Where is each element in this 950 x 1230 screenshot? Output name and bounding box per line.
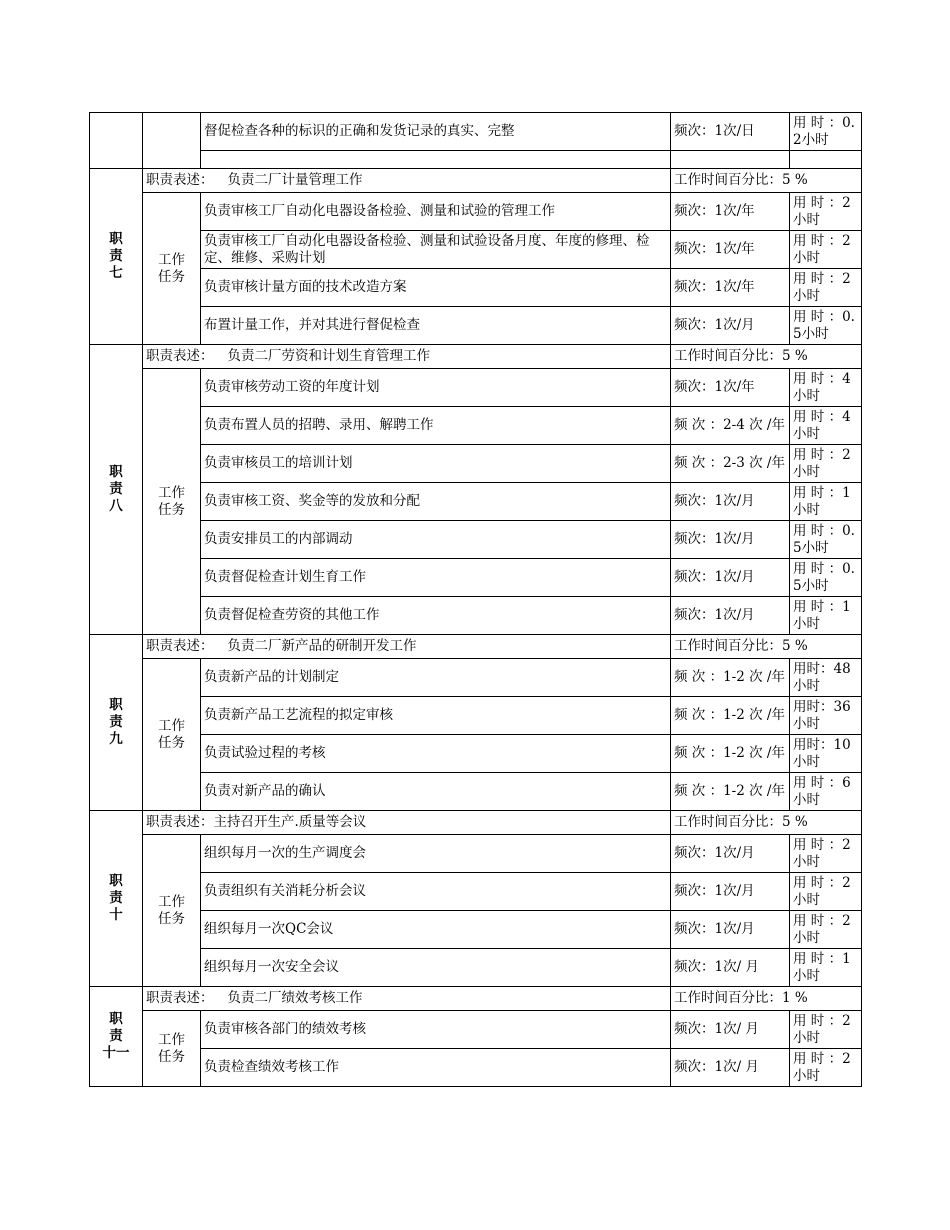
task-frequency: 频次：1次/ 月 [671, 949, 790, 987]
task-text: 负责审核员工的培训计划 [201, 445, 671, 483]
work-time-percentage: 工作时间百分比：5 % [671, 635, 862, 659]
task-duration: 用 时 ：2小时 [790, 835, 862, 873]
duty-description-text: 负责二厂计量管理工作 [227, 172, 363, 188]
duties-table [89, 112, 862, 1087]
duty-description [143, 987, 671, 1011]
task-frequency: 频次：1次/年 [671, 231, 790, 269]
task-duration: 用 时 ：0.5小时 [790, 559, 862, 597]
work-task-label: 工作 任务 [143, 369, 201, 635]
task-duration: 用 时 ：1小时 [790, 949, 862, 987]
task-row [90, 835, 862, 873]
duty-description-label: 职责表述： [146, 814, 214, 830]
task-text: 负责审核劳动工资的年度计划 [201, 369, 671, 407]
work-time-percentage: 工作时间百分比：5 % [671, 811, 862, 835]
task-text: 组织每月一次安全会议 [201, 949, 671, 987]
task-frequency: 频 次 ：2-3 次 /年 [671, 445, 790, 483]
task-text: 负责审核工厂自动化电器设备检验、测量和试验设备月度、年度的修理、检定、维修、采购计划 [201, 231, 671, 269]
task-row [90, 407, 862, 445]
duty-description-label: 职责表述： [146, 990, 214, 1006]
task-text: 负责布置人员的招聘、录用、解聘工作 [201, 407, 671, 445]
task-text: 负责督促检查计划生育工作 [201, 559, 671, 597]
task-row [90, 735, 862, 773]
task-frequency: 频 次 ：1-2 次 /年 [671, 697, 790, 735]
task-row [90, 445, 862, 483]
task-duration: 用 时 ：2小时 [790, 269, 862, 307]
duty-description-row [90, 811, 862, 835]
task-frequency: 频次：1次/月 [671, 597, 790, 635]
task-duration: 用 时 ：0.5小时 [790, 521, 862, 559]
task-text: 组织每月一次的生产调度会 [201, 835, 671, 873]
task-frequency: 频次：1次/月 [671, 873, 790, 911]
task-frequency: 频次：1次/ 月 [671, 1049, 790, 1087]
task-row [90, 193, 862, 231]
duty-title: 职 责 十 [90, 811, 143, 987]
task-frequency: 频次：1次/年 [671, 193, 790, 231]
task-row [90, 521, 862, 559]
task-text: 负责检查绩效考核工作 [201, 1049, 671, 1087]
task-row [90, 697, 862, 735]
task-text: 负责新产品的计划制定 [201, 659, 671, 697]
task-duration: 用 时 ：1小时 [790, 483, 862, 521]
task-text: 负责新产品工艺流程的拟定审核 [201, 697, 671, 735]
task-duration: 用 时 ：4小时 [790, 407, 862, 445]
top-task-duration: 用 时 ：0.2小时 [790, 113, 862, 151]
task-row [90, 1011, 862, 1049]
top-task-text: 督促检查各种的标识的正确和发货记录的真实、完整 [201, 113, 671, 151]
table-body [90, 113, 862, 1087]
blank-cell [201, 151, 671, 169]
task-duration: 用 时 ：2小时 [790, 231, 862, 269]
task-row [90, 483, 862, 521]
task-row [90, 369, 862, 407]
task-duration: 用 时 ：2小时 [790, 193, 862, 231]
task-row [90, 873, 862, 911]
duty-description-text: 负责二厂新产品的研制开发工作 [227, 638, 417, 654]
duty-description-label: 职责表述： [146, 172, 214, 188]
duty-description-row [90, 345, 862, 369]
work-time-percentage: 工作时间百分比：1 % [671, 987, 862, 1011]
task-frequency: 频 次 ：1-2 次 /年 [671, 735, 790, 773]
work-task-label: 工作 任务 [143, 1011, 201, 1087]
task-frequency: 频 次 ：2-4 次 /年 [671, 407, 790, 445]
top-task-label-cell [143, 113, 201, 169]
task-row [90, 307, 862, 345]
work-task-label: 工作 任务 [143, 193, 201, 345]
task-row [90, 911, 862, 949]
top-task-row [90, 113, 862, 151]
duty-title: 职 责 九 [90, 635, 143, 811]
task-duration: 用 时 ：2小时 [790, 1049, 862, 1087]
duty-title: 职 责 七 [90, 169, 143, 345]
task-text: 负责审核各部门的绩效考核 [201, 1011, 671, 1049]
duty-description-row [90, 987, 862, 1011]
work-time-percentage: 工作时间百分比：5 % [671, 169, 862, 193]
duty-description-text: 主持召开生产.质量等会议 [213, 814, 367, 830]
duty-description-row [90, 635, 862, 659]
task-row [90, 659, 862, 697]
task-duration: 用 时 ：2小时 [790, 873, 862, 911]
duty-description-row [90, 169, 862, 193]
duty-description [143, 169, 671, 193]
top-duty-cell [90, 113, 143, 169]
task-frequency: 频次：1次/月 [671, 835, 790, 873]
task-duration: 用 时 ：2小时 [790, 911, 862, 949]
top-task-frequency: 频次：1次/日 [671, 113, 790, 151]
task-duration: 用 时 ：4小时 [790, 369, 862, 407]
task-frequency: 频次：1次/月 [671, 521, 790, 559]
task-frequency: 频 次 ：1-2 次 /年 [671, 773, 790, 811]
work-task-label: 工作 任务 [143, 835, 201, 987]
task-text: 负责组织有关消耗分析会议 [201, 873, 671, 911]
task-frequency: 频次：1次/年 [671, 269, 790, 307]
task-frequency: 频 次 ：1-2 次 /年 [671, 659, 790, 697]
task-duration: 用 时 ：1小时 [790, 597, 862, 635]
task-text: 负责对新产品的确认 [201, 773, 671, 811]
work-time-percentage: 工作时间百分比：5 % [671, 345, 862, 369]
task-duration: 用时：10小时 [790, 735, 862, 773]
task-text: 负责审核计量方面的技术改造方案 [201, 269, 671, 307]
blank-cell [671, 151, 790, 169]
duty-description [143, 635, 671, 659]
task-duration: 用时：36小时 [790, 697, 862, 735]
duty-description-text: 负责二厂绩效考核工作 [227, 990, 363, 1006]
task-duration: 用 时 ：0.5小时 [790, 307, 862, 345]
duty-description [143, 345, 671, 369]
task-duration: 用 时 ：6小时 [790, 773, 862, 811]
work-task-label: 工作 任务 [143, 659, 201, 811]
duty-title: 职 责 八 [90, 345, 143, 635]
task-text: 组织每月一次QC会议 [201, 911, 671, 949]
task-duration: 用时：48小时 [790, 659, 862, 697]
blank-row [90, 151, 862, 169]
task-text: 负责督促检查劳资的其他工作 [201, 597, 671, 635]
duty-description-text: 负责二厂劳资和计划生育管理工作 [227, 348, 430, 364]
task-frequency: 频次：1次/月 [671, 559, 790, 597]
task-frequency: 频次：1次/月 [671, 483, 790, 521]
task-row [90, 559, 862, 597]
task-frequency: 频次：1次/月 [671, 911, 790, 949]
task-row [90, 949, 862, 987]
blank-cell [790, 151, 862, 169]
task-frequency: 频次：1次/月 [671, 307, 790, 345]
task-row [90, 231, 862, 269]
task-row [90, 269, 862, 307]
task-frequency: 频次：1次/ 月 [671, 1011, 790, 1049]
task-text: 负责安排员工的内部调动 [201, 521, 671, 559]
task-row [90, 773, 862, 811]
task-text: 负责审核工厂自动化电器设备检验、测量和试验的管理工作 [201, 193, 671, 231]
task-duration: 用 时 ：2小时 [790, 1011, 862, 1049]
task-frequency: 频次：1次/年 [671, 369, 790, 407]
task-text: 负责审核工资、奖金等的发放和分配 [201, 483, 671, 521]
duty-description-label: 职责表述： [146, 638, 214, 654]
task-text: 负责试验过程的考核 [201, 735, 671, 773]
task-row [90, 597, 862, 635]
task-text: 布置计量工作，并对其进行督促检查 [201, 307, 671, 345]
duty-title: 职 责 十一 [90, 987, 143, 1087]
duty-description-label: 职责表述： [146, 348, 214, 364]
task-duration: 用 时 ：2小时 [790, 445, 862, 483]
task-row [90, 1049, 862, 1087]
duty-description [143, 811, 671, 835]
